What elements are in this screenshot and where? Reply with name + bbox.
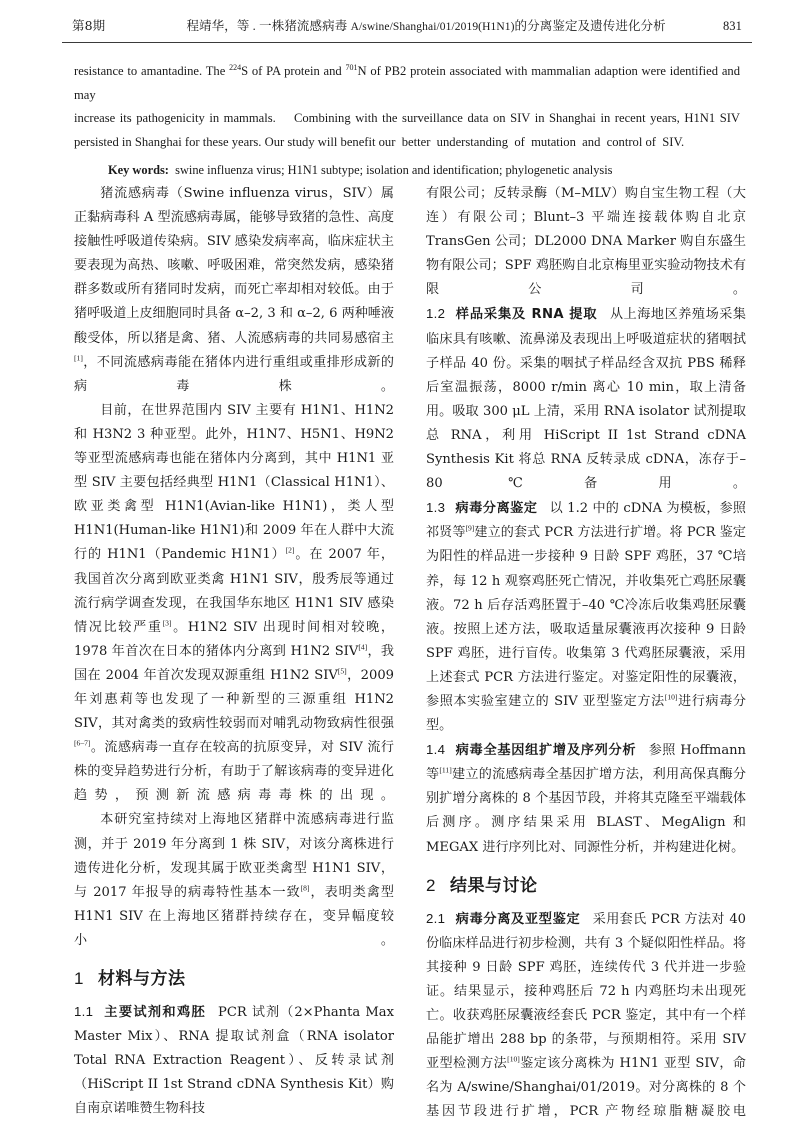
subsection-1-3-body-b: 建立的套式 PCR 方法进行扩增。将 PCR 鉴定为阳性的样品进一步接种 9 日龄 SPF 鸡胚，37 ℃培养，每 12 h 观察鸡胚死亡情况，并收集死亡鸡胚尿囊液。72 h 后存活鸡胚置于–40 ℃冷冻后收集鸡胚尿囊液。按照上述方法，吸取适量尿囊液再次接种 9 日龄 SPF 鸡胚，进行盲传。收集第 3 代鸡胚尿囊液，采用上述套式 PCR 方法进行鉴定。对鉴定阳性的尿囊液，参照本实验室建立的 SIV 亚型鉴定方法 — [426, 525, 747, 709]
subsection-2-1-title: 病毒分离及亚型鉴定 — [455, 911, 581, 927]
subsection-1-1 — [74, 1000, 394, 1121]
issue-label: 第8期 — [72, 18, 106, 33]
abstract-line-2: increase its pathogenicity in mammals. Combining with the surveillance data on SIV in Shanghai in recent years, H1N1 SIV — [74, 111, 740, 126]
subsection-1-2-number: 1.2 — [426, 306, 446, 322]
subsection-1-3-number: 1.3 — [426, 500, 446, 516]
section-heading-2 — [426, 873, 746, 899]
ref-marker-8: [8] — [300, 883, 310, 893]
running-title-cn-post: 的分离鉴定及遗传进化分析 — [514, 19, 666, 33]
subsection-1-1-head — [74, 1005, 206, 1020]
ref-marker-6-7: [6–7] — [74, 738, 91, 748]
abstract-l1-c: N of PB2 protein associated with mammalian adaption were identified and may — [74, 64, 744, 102]
ref-marker-4: [4] — [358, 642, 368, 652]
para2-text-f: 。流感病毒一直存在较高的抗原变异，对 SIV 流行株的变异趋势进行分析，有助于了解该病毒的变异进化趋势，预测新流感病毒毒株的出现。 — [74, 740, 394, 804]
abstract-l1-a: resistance to amantadine. The — [74, 64, 230, 78]
section-2-number: 2 — [426, 875, 436, 895]
keywords-label: Key words: — [108, 163, 169, 178]
subsection-1-3-body-a: 以 1.2 中的 cDNA 为模板，参照祁贤等 — [426, 501, 746, 541]
section-1-title: 材料与方法 — [97, 969, 186, 989]
abstract-line-3: persisted in Shanghai for these years. Our study will benefit our better understanding of mutation and control of SIV. — [74, 134, 685, 149]
ref-marker-2: [2] — [285, 546, 295, 556]
abstract-sup-701: 701 — [345, 62, 358, 72]
para2-text-e: ，2009 年刘惠莉等也发现了一种新型的三源重组 H1N2 SIV，其对禽类的致病性较弱而对哺乳动物致病性很强 — [74, 667, 394, 732]
subsection-1-1-title: 主要试剂和鸡胚 — [103, 1005, 207, 1020]
subsection-2-1-body-a: 采用套氏 PCR 方法对 40 份临床样品进行初步检测，共有 3 个疑似阳性样品。将其接种 9 日龄 SPF 鸡胚，连续传代 3 代并进一步验证。结果显示，接种鸡胚后 72 h 内鸡胚均未出现死亡。收获鸡胚尿囊液经套氏 PCR 鉴定，其中有一个样品能扩增出 288 bp 的条带，与预期相符。采用 SIV 亚型检测方法 — [426, 911, 746, 1072]
keywords-value: swine influenza virus; H1N1 subtype; isolation and identification; phylogenetic analysis — [175, 163, 613, 178]
subsection-2-1-number: 2.1 — [426, 910, 446, 926]
left-column — [74, 182, 394, 1124]
subsection-1-2-title: 样品采集及 RNA 提取 — [455, 307, 598, 323]
subsection-2-1 — [426, 907, 746, 1124]
subsection-1-1-body: PCR 试剂（2×Phanta Max Master Mix）、RNA 提取试剂盒（RNA isolator Total RNA Extraction Reagent）、反转录试剂（HiScript II 1st Strand cDNA Synthesis Kit）购自南京诺唯赞生物科技 — [74, 1005, 394, 1117]
ref-marker-11: [11] — [439, 765, 452, 775]
ref-marker-10b: [10] — [507, 1054, 520, 1064]
para2-text-a: 目前，在世界范围内 SIV 主要有 H1N1、H1N2 和 H3N2 3 种亚型。此外，H1N7、H5N1、H9N2 等亚型流感病毒也能在猪体内分离到，其中 H1N1 亚型 SIV 主要包括经典型 H1N1（Classical H1N1）、欧亚类禽型 H1N1(Avian-like H1N1)，类人型 H1N1(Human-like H1N1)和 2009 年在人群中大流行的 H1N1（Pandemic H1N1） — [74, 402, 394, 563]
subsection-1-1-number: 1.1 — [74, 1004, 94, 1019]
subsection-1-4-head — [426, 743, 636, 758]
subsection-2-1-body-b: 鉴定该分离株为 H1N1 亚型 SIV，命名为 A/swine/Shanghai/01/2019。对分离株的 8 个基因节段进行扩增，PCR 产物经琼脂糖凝胶电 — [426, 1056, 746, 1120]
subsection-1-4-body-a: 参照 Hoffmann 等 — [426, 743, 746, 783]
abstract-sup-224: 224 — [229, 62, 242, 72]
subsection-2-1-head — [426, 912, 580, 927]
para3-text-b: ，表明类禽型 H1N1 SIV 在上海地区猪群持续存在，变异幅度较小。 — [74, 884, 394, 948]
header-divider — [62, 42, 752, 43]
running-title-cn-pre: 程靖华，等 . 一株猪流感病毒 — [186, 19, 351, 33]
para2-text-c: 。H1N2 SIV 出现时间相对较晚，1978 年首次在日本的猪体内分离到 H1N2 SIV — [74, 619, 394, 659]
body-columns — [74, 182, 746, 1124]
abstract-block — [74, 60, 744, 181]
running-head — [72, 16, 742, 38]
subsection-1-4-number: 1.4 — [426, 742, 446, 758]
article-running-title — [105, 16, 723, 34]
subsection-1-3-head — [426, 501, 537, 516]
subsection-1-4-body-b: 建立的流感病毒全基因扩增方法，利用高保真酶分别扩增分离株的 8 个基因节段，并将其克隆至平端载体后测序。测序结果采用 BLAST、MegAlign 和 MEGAX 进行序列比对、同源性分析，并构建进化树。 — [426, 767, 746, 855]
subsection-1-2 — [426, 302, 746, 496]
running-title-strain: A/swine/Shanghai/01/2019(H1N1) — [350, 21, 515, 33]
section-1-number: 1 — [74, 969, 84, 988]
keywords-row — [74, 159, 740, 181]
abstract-line-1 — [74, 60, 744, 107]
paragraph-intro-3 — [74, 808, 394, 953]
section-2-title: 结果与讨论 — [449, 875, 538, 896]
paragraph-reagents-continued: 有限公司；反转录酶（M–MLV）购自宝生物工程（大连）有限公司；Blunt–3 平端连接载体购自北京 TransGen 公司；DL2000 DNA Marker 购自东盛生物有限公司；SPF 鸡胚购自北京梅里亚实验动物技术有限公司。 — [426, 186, 746, 298]
abstract-l1-b: S of PA protein and — [241, 64, 346, 78]
subsection-1-3 — [426, 496, 746, 738]
ref-marker-9: [9] — [465, 523, 475, 533]
subsection-1-2-body: 从上海地区养殖场采集临床具有咳嗽、流鼻涕及表现出上呼吸道症状的猪咽拭子样品 40 份。采集的咽拭子样品经含双抗 PBS 稀释后室温振荡，8000 r/min 离心 10 min，取上清备用。吸取 300 μL 上清，采用 RNA isolator 试剂提取总 RNA，利用 HiScript II 1st Strand cDNA Synthesis Kit 将总 RNA 反转录成 cDNA，冻存于–80 ℃备用。 — [426, 307, 746, 492]
subsection-1-3-body-c: 进行病毒分型。 — [426, 693, 747, 734]
para1-text-a: 猪流感病毒（Swine influenza virus，SIV）属正黏病毒科 A 型流感病毒属，能够导致猪的急性、高度接触性呼吸道传染病。SIV 感染发病率高，临床症状主要表现为高热、咳嗽、呼吸困难，常突然发病，感染猪群多数或所有猪同时发病，而死亡率却相对较低。由于猪呼吸道上皮细胞同时具备 α–2, 3 和 α–2, 6 两种唾液酸受体，所以猪是禽、猪、人流感病毒的共同易感宿主 — [74, 186, 394, 346]
para1-text-b: ，不同流感病毒能在猪体内进行重组或重排形成新的病毒株。 — [74, 354, 394, 394]
page-number: 831 — [722, 19, 742, 33]
para3-text-a: 本研究室持续对上海地区猪群中流感病毒进行监测，并于 2019 年分离到 1 株 SIV，对该分离株进行遗传进化分析，发现其属于欧亚类禽型 H1N1 SIV，与 2017 年报导的病毒特性基本一致 — [74, 812, 394, 900]
ref-marker-3: [3] — [162, 618, 172, 628]
paragraph-intro-1 — [74, 182, 394, 399]
subsection-1-2-head — [426, 307, 597, 322]
paragraph-intro-2 — [74, 399, 394, 809]
subsection-1-4-title: 病毒全基因组扩增及序列分析 — [455, 743, 637, 759]
right-column — [426, 182, 746, 1124]
ref-marker-1: [1] — [74, 353, 83, 363]
para2-text-d: ，我国在 2004 年首次发现双源重组 H1N2 SIV — [74, 643, 395, 683]
para2-text-b: 。在 2007 年，我国首次分离到欧亚类禽 H1N1 SIV，殷秀辰等通过流行病学调查发现，在我国华东地区 H1N1 SIV 感染情况比较严重 — [74, 547, 394, 635]
ref-marker-10: [10] — [664, 692, 678, 702]
section-heading-1 — [74, 966, 394, 992]
subsection-1-3-title: 病毒分离鉴定 — [455, 501, 538, 517]
subsection-1-4 — [426, 738, 746, 859]
ref-marker-5: [5] — [337, 666, 347, 676]
